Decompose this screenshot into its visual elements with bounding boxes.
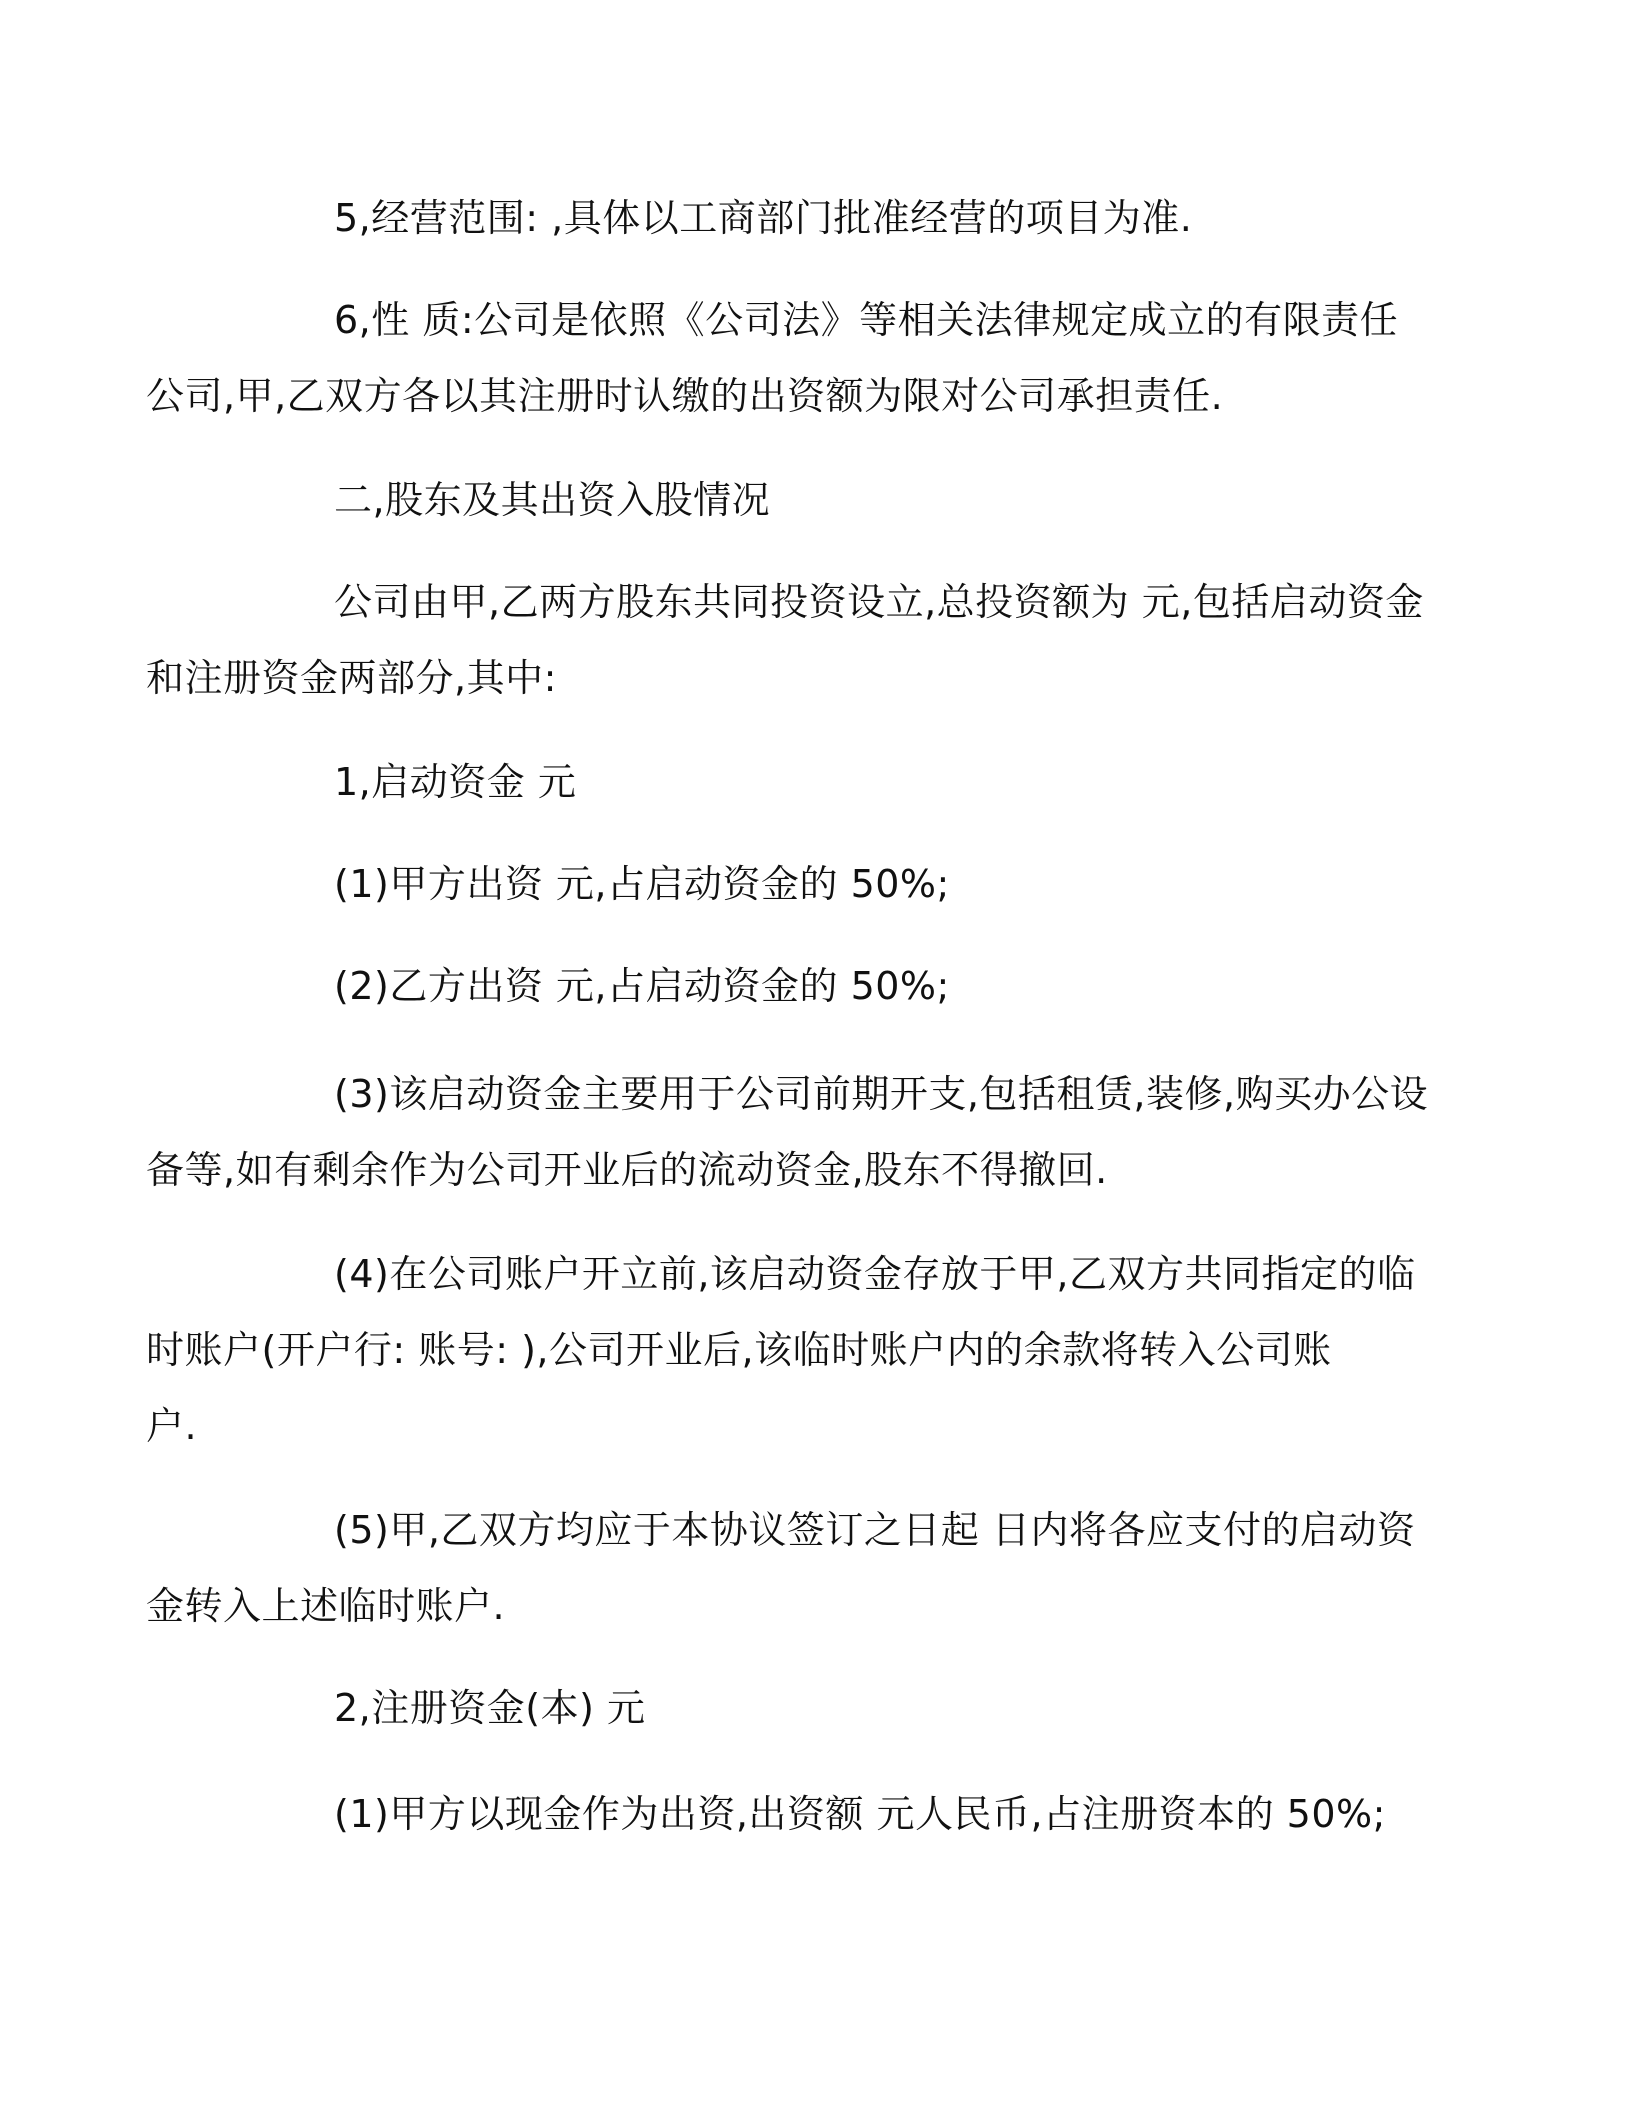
paragraph-party-b-startup xyxy=(240,948,1380,1024)
paragraph-transfer-deadline xyxy=(146,1492,1416,1644)
paragraph-party-a-registered xyxy=(240,1776,1386,1852)
paragraph-line: 公司,甲,乙双方各以其注册时认缴的出资额为限对公司承担责任. xyxy=(146,374,1224,418)
paragraph-business-scope xyxy=(240,180,1380,256)
paragraph-line: 2,注册资金(本) 元 xyxy=(334,1686,646,1730)
paragraph-line: (4)在公司账户开立前,该启动资金存放于甲,乙双方共同指定的临 xyxy=(334,1252,1416,1296)
paragraph-temporary-account xyxy=(146,1236,1416,1464)
paragraph-line: 1,启动资金 元 xyxy=(334,760,577,804)
paragraph-line: 和注册资金两部分,其中: xyxy=(146,656,557,700)
section-heading-shareholders xyxy=(240,462,1380,538)
paragraph-line: 二,股东及其出资入股情况 xyxy=(334,478,771,522)
paragraph-line: 金转入上述临时账户. xyxy=(146,1584,506,1628)
paragraph-line: 时账户(开户行: 账号: ),公司开业后,该临时账户内的余款将转入公司账 xyxy=(146,1328,1332,1372)
paragraph-startup-funds xyxy=(240,744,1380,820)
paragraph-line: 户. xyxy=(146,1404,198,1448)
paragraph-line: (1)甲方出资 元,占启动资金的 50%; xyxy=(334,862,950,906)
paragraph-nature xyxy=(146,282,1399,434)
paragraph-registered-capital xyxy=(240,1670,1380,1746)
paragraph-party-a-startup xyxy=(240,846,1380,922)
paragraph-line: (5)甲,乙双方均应于本协议签订之日起 日内将各应支付的启动资 xyxy=(334,1508,1416,1552)
paragraph-startup-usage xyxy=(146,1056,1429,1208)
paragraph-line: 5,经营范围: ,具体以工商部门批准经营的项目为准. xyxy=(334,196,1193,240)
paragraph-line: (3)该启动资金主要用于公司前期开支,包括租赁,装修,购买办公设 xyxy=(334,1072,1429,1116)
paragraph-line: (1)甲方以现金作为出资,出资额 元人民币,占注册资本的 50%; xyxy=(334,1792,1386,1836)
paragraph-line: 6,性 质:公司是依照《公司法》等相关法律规定成立的有限责任 xyxy=(334,298,1399,342)
paragraph-line: 备等,如有剩余作为公司开业后的流动资金,股东不得撤回. xyxy=(146,1148,1108,1192)
paragraph-line: (2)乙方出资 元,占启动资金的 50%; xyxy=(334,964,950,1008)
paragraph-investment-total xyxy=(146,564,1424,716)
paragraph-line: 公司由甲,乙两方股东共同投资设立,总投资额为 元,包括启动资金 xyxy=(334,580,1424,624)
